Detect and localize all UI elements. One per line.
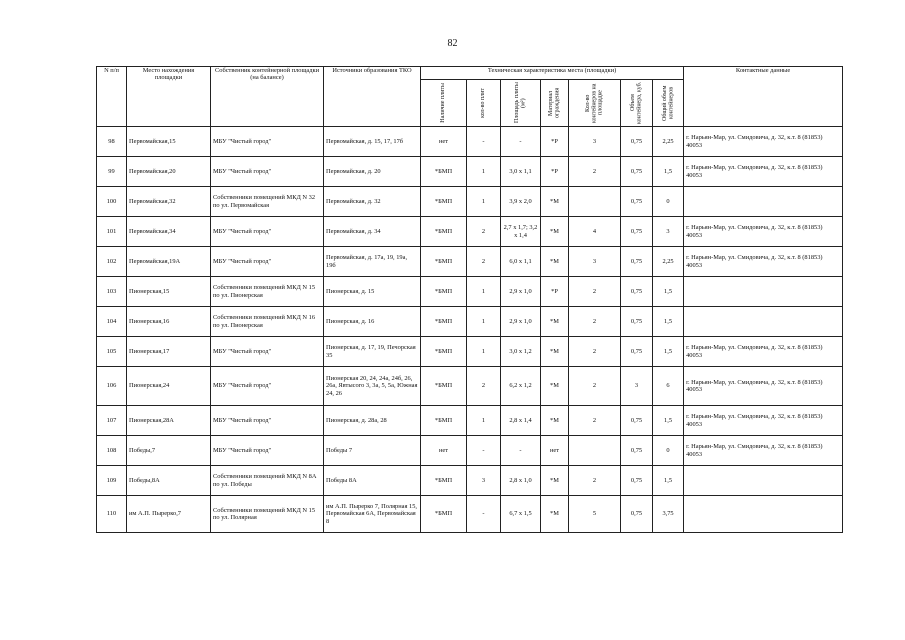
waste-sources: Победы 7 [324, 436, 421, 466]
site-location: Пионерская,24 [127, 367, 211, 406]
plate-presence: нет [421, 436, 467, 466]
plate-count: 2 [467, 367, 501, 406]
plate-count: 1 [467, 337, 501, 367]
fence-material: *М [541, 307, 569, 337]
site-location: Пионерская,17 [127, 337, 211, 367]
plate-count: 1 [467, 187, 501, 217]
header-fence: Материал ограждения [541, 80, 569, 127]
plate-presence: *БМП [421, 277, 467, 307]
container-volume: 0,75 [621, 247, 653, 277]
plate-count: 3 [467, 466, 501, 496]
contact-info: г. Нарьян-Мар, ул. Смидовича, д. 32, к.т. 8 (81853) 40053 [684, 436, 843, 466]
site-owner: Собственники помещений МКД N 15 по ул. Пионерская [211, 277, 324, 307]
container-volume: 0,75 [621, 466, 653, 496]
contact-info: г. Нарьян-Мар, ул. Смидовича, д. 32, к.т. 8 (81853) 40053 [684, 337, 843, 367]
fence-material: *М [541, 337, 569, 367]
site-owner: МБУ "Чистый город" [211, 157, 324, 187]
total-volume: 1,5 [653, 406, 684, 436]
site-location: Первомайская,20 [127, 157, 211, 187]
fence-material: *М [541, 367, 569, 406]
table-row [97, 277, 843, 307]
plate-area: 3,0 х 1,1 [501, 157, 541, 187]
header-sources: Источники образования ТКО [324, 67, 421, 127]
header-owner: Собственник контейнерной площадки (на балансе) [211, 67, 324, 127]
total-volume: 2,25 [653, 127, 684, 157]
fence-material: *Р [541, 127, 569, 157]
site-owner: МБУ "Чистый город" [211, 436, 324, 466]
plate-area: 3,0 х 1,2 [501, 337, 541, 367]
site-owner: Собственники помещений МКД N 16 по ул. Пионерская [211, 307, 324, 337]
row-number: 100 [97, 187, 127, 217]
plate-presence: *БМП [421, 307, 467, 337]
contact-info [684, 307, 843, 337]
plate-count: 1 [467, 406, 501, 436]
plate-count: 1 [467, 277, 501, 307]
plate-presence: *БМП [421, 496, 467, 533]
table-row [97, 436, 843, 466]
contact-info: г. Нарьян-Мар, ул. Смидовича, д. 32, к.т. 8 (81853) 40053 [684, 406, 843, 436]
header-row [97, 67, 843, 80]
site-location: Пионерская,28А [127, 406, 211, 436]
table-row [97, 406, 843, 436]
row-number: 106 [97, 367, 127, 406]
total-volume: 1,5 [653, 307, 684, 337]
row-number: 104 [97, 307, 127, 337]
container-count [569, 436, 621, 466]
header-num: N п/п [97, 67, 127, 127]
contact-info [684, 496, 843, 533]
plate-area: 6,2 х 1,2 [501, 367, 541, 406]
plate-presence: *БМП [421, 187, 467, 217]
plate-count: 2 [467, 247, 501, 277]
total-volume: 3 [653, 217, 684, 247]
total-volume: 1,5 [653, 337, 684, 367]
plate-presence: *БМП [421, 247, 467, 277]
table-row [97, 187, 843, 217]
waste-sources: Победы 8А [324, 466, 421, 496]
contact-info: г. Нарьян-Мар, ул. Смидовича, д. 32, к.т. 8 (81853) 40053 [684, 157, 843, 187]
waste-sources: Пионерская, д. 16 [324, 307, 421, 337]
waste-sources: Первомайская, д. 15, 17, 17б [324, 127, 421, 157]
fence-material: *Р [541, 277, 569, 307]
site-location: Первомайская,19А [127, 247, 211, 277]
row-number: 103 [97, 277, 127, 307]
header-total-volume: Общий объем контейнеров [653, 80, 684, 127]
contact-info [684, 466, 843, 496]
container-count: 2 [569, 277, 621, 307]
container-count: 2 [569, 367, 621, 406]
plate-count: - [467, 496, 501, 533]
plate-presence: *БМП [421, 466, 467, 496]
container-count [569, 187, 621, 217]
row-number: 107 [97, 406, 127, 436]
plate-presence: *БМП [421, 367, 467, 406]
page-number: 82 [447, 38, 458, 49]
fence-material: *М [541, 406, 569, 436]
table-body [97, 127, 843, 533]
table-row [97, 127, 843, 157]
header-location: Место нахождения площадки [127, 67, 211, 127]
row-number: 108 [97, 436, 127, 466]
plate-count: 2 [467, 217, 501, 247]
waste-sources: им А.П. Пырерко 7, Полярная 15, Первомайская 6А, Первомайская 8 [324, 496, 421, 533]
container-volume: 0,75 [621, 436, 653, 466]
total-volume: 1,5 [653, 277, 684, 307]
plate-count: 1 [467, 157, 501, 187]
waste-sources: Пионерская, д. 15 [324, 277, 421, 307]
container-count: 2 [569, 157, 621, 187]
contact-info [684, 277, 843, 307]
site-owner: МБУ "Чистый город" [211, 406, 324, 436]
total-volume: 3,75 [653, 496, 684, 533]
site-location: им А.П. Пырерко,7 [127, 496, 211, 533]
container-count: 2 [569, 406, 621, 436]
site-location: Первомайская,15 [127, 127, 211, 157]
plate-count: - [467, 127, 501, 157]
contact-info: г. Нарьян-Мар, ул. Смидовича, д. 32, к.т. 8 (81853) 40053 [684, 367, 843, 406]
header-contacts: Контактные данные [684, 67, 843, 127]
fence-material: нет [541, 436, 569, 466]
table-row [97, 496, 843, 533]
container-volume: 0,75 [621, 337, 653, 367]
plate-presence: *БМП [421, 337, 467, 367]
site-location: Победы,8А [127, 466, 211, 496]
header-plate-area: Площадь плиты (м²) [501, 80, 541, 127]
container-volume: 0,75 [621, 127, 653, 157]
site-owner: МБУ "Чистый город" [211, 367, 324, 406]
container-sites-table [96, 66, 843, 533]
site-owner: Собственники помещений МКД N 32 по ул. Первомайская [211, 187, 324, 217]
container-count: 2 [569, 307, 621, 337]
container-count: 3 [569, 127, 621, 157]
plate-area: 2,7 х 1,7; 3,2 х 1,4 [501, 217, 541, 247]
row-number: 101 [97, 217, 127, 247]
site-owner: Собственники помещений МКД N 8А по ул. Победы [211, 466, 324, 496]
plate-presence: нет [421, 127, 467, 157]
total-volume: 2,25 [653, 247, 684, 277]
site-location: Пионерская,16 [127, 307, 211, 337]
waste-sources: Пионерская 20, 24, 24а, 24б, 26, 26а, Явтысого 3, 3а, 5, 5а, Южная 24, 26 [324, 367, 421, 406]
header-tech: Техническая характеристика места (площадки) [421, 67, 684, 80]
waste-sources: Первомайская, д. 32 [324, 187, 421, 217]
container-count: 3 [569, 247, 621, 277]
container-volume: 0,75 [621, 277, 653, 307]
total-volume: 1,5 [653, 466, 684, 496]
container-volume: 0,75 [621, 307, 653, 337]
container-volume: 0,75 [621, 217, 653, 247]
contact-info: г. Нарьян-Мар, ул. Смидовича, д. 32, к.т. 8 (81853) 40053 [684, 217, 843, 247]
header-container-count: Кол-во контейнеров на площадке [569, 80, 621, 127]
site-location: Первомайская,32 [127, 187, 211, 217]
site-location: Победы,7 [127, 436, 211, 466]
table-row [97, 466, 843, 496]
total-volume: 0 [653, 187, 684, 217]
header-container-volume: Объем контейнера, куб. [621, 80, 653, 127]
site-owner: Собственники помещений МКД N 15 по ул. Полярная [211, 496, 324, 533]
container-count: 2 [569, 337, 621, 367]
container-count: 4 [569, 217, 621, 247]
container-count: 5 [569, 496, 621, 533]
contact-info [684, 187, 843, 217]
fence-material: *М [541, 496, 569, 533]
fence-material: *М [541, 217, 569, 247]
plate-count: - [467, 436, 501, 466]
fence-material: *М [541, 247, 569, 277]
row-number: 98 [97, 127, 127, 157]
plate-area: 2,9 х 1,0 [501, 277, 541, 307]
total-volume: 1,5 [653, 157, 684, 187]
table-row [97, 367, 843, 406]
row-number: 102 [97, 247, 127, 277]
site-owner: МБУ "Чистый город" [211, 337, 324, 367]
waste-sources: Первомайская, д. 17а, 19, 19а, 19б [324, 247, 421, 277]
waste-sources: Первомайская, д. 34 [324, 217, 421, 247]
waste-sources: Первомайская, д. 20 [324, 157, 421, 187]
plate-area: 6,7 х 1,5 [501, 496, 541, 533]
plate-area: 2,8 х 1,0 [501, 466, 541, 496]
fence-material: *Р [541, 157, 569, 187]
header-plate-count: кол-во плит [467, 80, 501, 127]
container-volume: 0,75 [621, 406, 653, 436]
container-volume: 0,75 [621, 157, 653, 187]
waste-sources: Пионерская, д. 28а, 28 [324, 406, 421, 436]
table-row [97, 247, 843, 277]
plate-area: 3,9 х 2,0 [501, 187, 541, 217]
site-location: Пионерская,15 [127, 277, 211, 307]
container-volume: 0,75 [621, 187, 653, 217]
contact-info: г. Нарьян-Мар, ул. Смидовича, д. 32, к.т. 8 (81853) 40053 [684, 127, 843, 157]
contact-info: г. Нарьян-Мар, ул. Смидовича, д. 32, к.т. 8 (81853) 40053 [684, 247, 843, 277]
row-number: 105 [97, 337, 127, 367]
plate-presence: *БМП [421, 217, 467, 247]
plate-area: 6,0 х 1,1 [501, 247, 541, 277]
table-row [97, 307, 843, 337]
site-owner: МБУ "Чистый город" [211, 127, 324, 157]
row-number: 99 [97, 157, 127, 187]
container-volume: 0,75 [621, 496, 653, 533]
site-owner: МБУ "Чистый город" [211, 247, 324, 277]
site-location: Первомайская,34 [127, 217, 211, 247]
plate-presence: *БМП [421, 157, 467, 187]
waste-sources: Пионерская, д. 17, 19, Печорская 35 [324, 337, 421, 367]
fence-material: *М [541, 466, 569, 496]
row-number: 110 [97, 496, 127, 533]
table-row [97, 337, 843, 367]
plate-presence: *БМП [421, 406, 467, 436]
table-row [97, 157, 843, 187]
container-volume: 3 [621, 367, 653, 406]
plate-area: 2,9 х 1,0 [501, 307, 541, 337]
site-owner: МБУ "Чистый город" [211, 217, 324, 247]
plate-area: - [501, 436, 541, 466]
table-row [97, 217, 843, 247]
container-count: 2 [569, 466, 621, 496]
fence-material: *М [541, 187, 569, 217]
row-number: 109 [97, 466, 127, 496]
header-plate: Наличие плиты [421, 80, 467, 127]
plate-area: - [501, 127, 541, 157]
total-volume: 6 [653, 367, 684, 406]
plate-count: 1 [467, 307, 501, 337]
total-volume: 0 [653, 436, 684, 466]
plate-area: 2,8 х 1,4 [501, 406, 541, 436]
